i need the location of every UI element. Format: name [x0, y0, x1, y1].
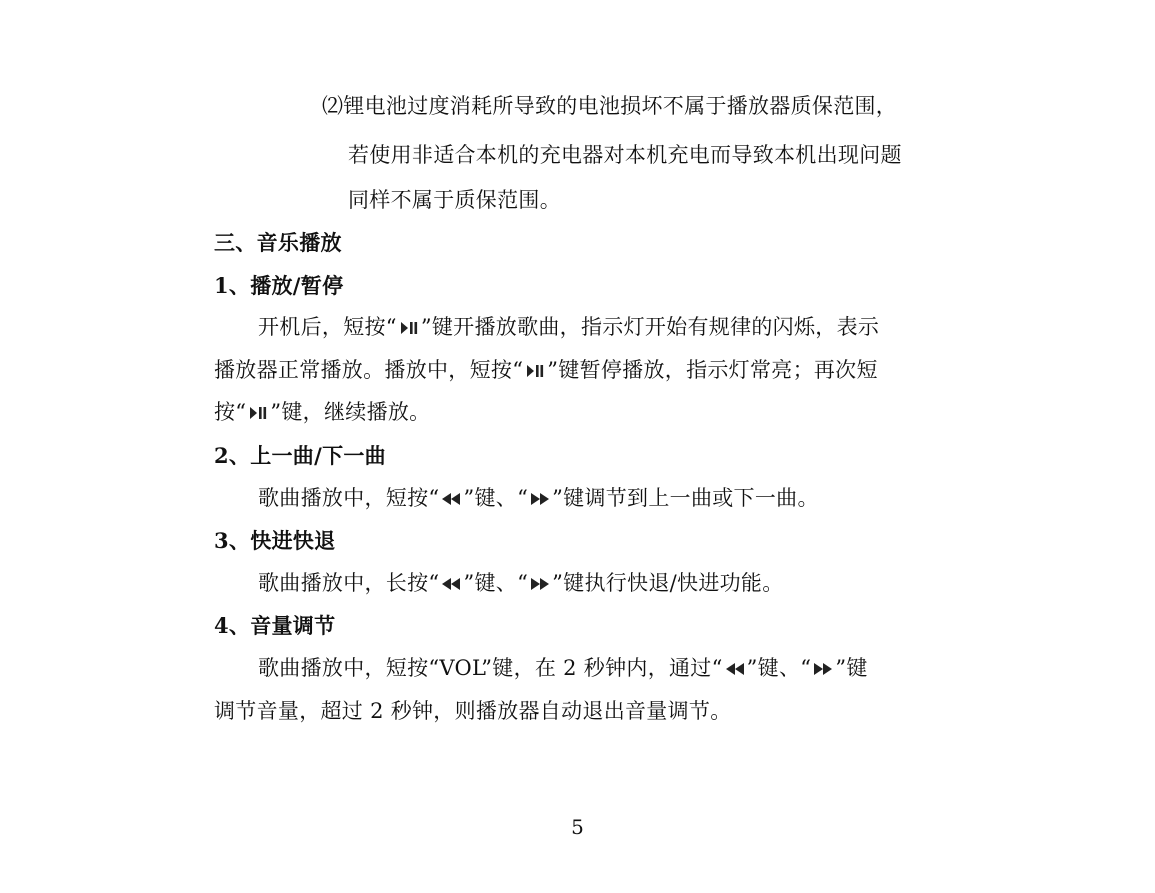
text-segment: ”键 — [835, 656, 868, 680]
text-segment: ”键执行快退/快进功能。 — [552, 571, 784, 595]
text-segment: 歌曲播放中，短按“ — [258, 486, 440, 510]
prev-next-line-1 — [258, 484, 819, 512]
volume-line-2: 调节音量，超过 2 秒钟，则播放器自动退出音量调节。 — [214, 699, 732, 723]
play-pause-icon — [247, 404, 269, 422]
note-line-1: ⑵锂电池过度消耗所导致的电池损坏不属于播放器质保范围， — [322, 94, 898, 118]
text-segment: ”键，继续播放。 — [270, 400, 431, 424]
volume-line-1 — [258, 654, 868, 682]
note-line-2: 若使用非适合本机的充电器对本机充电而导致本机出现问题 — [348, 143, 902, 167]
text-segment: 按“ — [214, 400, 247, 424]
text-segment: ”键、“ — [746, 656, 812, 680]
fast-forward-icon — [812, 660, 834, 678]
prev-next-heading: 2、上一曲/下一曲 — [214, 443, 386, 468]
fast-forward-icon — [529, 575, 551, 593]
text-segment: ”键调节到上一曲或下一曲。 — [552, 486, 819, 510]
page-number: 5 — [571, 815, 584, 839]
play-pause-line-3 — [214, 398, 430, 426]
text-segment: ”键、“ — [463, 486, 529, 510]
text-segment: ”键、“ — [463, 571, 529, 595]
play-pause-icon — [398, 319, 420, 337]
note-line-3: 同样不属于质保范围。 — [348, 188, 561, 212]
play-pause-icon — [524, 362, 546, 380]
play-pause-line-2 — [214, 356, 878, 384]
volume-heading: 4、音量调节 — [214, 613, 336, 638]
rewind-icon — [440, 575, 462, 593]
rewind-icon — [440, 490, 462, 508]
play-pause-heading: 1、播放/暂停 — [214, 273, 344, 298]
text-segment: 歌曲播放中，长按“ — [258, 571, 440, 595]
text-segment: 歌曲播放中，短按“VOL”键，在 2 秒钟内，通过“ — [258, 656, 723, 680]
ff-rew-heading: 3、快进快退 — [214, 528, 336, 553]
text-segment: 播放器正常播放。播放中，短按“ — [214, 358, 524, 382]
fast-forward-icon — [529, 490, 551, 508]
text-segment: ”键暂停播放，指示灯常亮；再次短 — [547, 358, 878, 382]
rewind-icon — [724, 660, 746, 678]
play-pause-line-1 — [258, 313, 879, 341]
section-title: 三、音乐播放 — [214, 230, 342, 255]
text-segment: 开机后，短按“ — [258, 315, 397, 339]
text-segment: ”键开播放歌曲，指示灯开始有规律的闪烁，表示 — [420, 315, 880, 339]
ff-rew-line-1 — [258, 569, 784, 597]
